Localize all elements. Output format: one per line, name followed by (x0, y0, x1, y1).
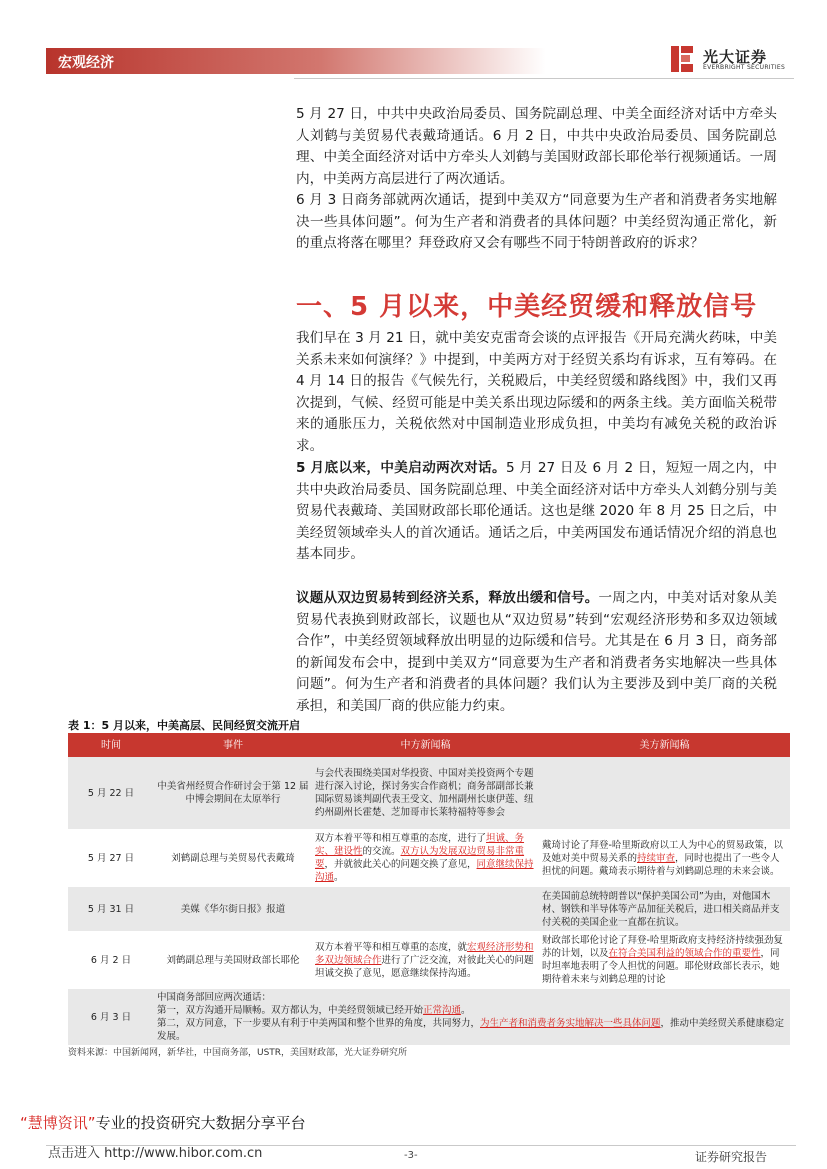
table-row (68, 757, 790, 829)
table-header-row (68, 733, 790, 757)
paragraph-text: 5 月 27 日及 6 月 2 日，短短一周之内，中共中央政治局委员、国务院副总理、中美全面经济对话中方牵头人刘鹤分别与美贸易代表戴琦、美国财政部长耶伦通话。这也是继 2020 年 8 月 25 日之后，中美经贸领域牵头人的首次通话。通话之后，中美两国发布通话情况介绍的消息也基本同步。 (296, 460, 777, 562)
paragraph-intro-1: 5 月 27 日，中共中央政治局委员、国务院副总理、中美全面经济对话中方牵头人刘鹤与美贸易代表戴琦通话。6 月 2 日，中共中央政治局委员、国务院副总理、中美全面经济对话中方牵头人刘鹤与美国财政部长耶伦举行视频通话。一周内，中美两方高层进行了两次通话。 (296, 106, 777, 187)
table-caption: 表 1：5 月以来，中美高层、民间经贸交流开启 (68, 719, 300, 732)
text-line: 中国商务部回应两次通话： (157, 992, 272, 1003)
cell-cn-release: 与会代表围绕美国对华投资、中国对美投资两个专题进行深入讨论，探讨务实合作商机；商务部副部长兼国际贸易谈判副代表王受文、加州副州长康伊莲、纽约州副州长霍楚、芝加哥市长莱特福特等参会 (312, 757, 539, 829)
column-header-cn-release: 中方新闻稿 (312, 733, 539, 757)
cell-event: 中美省州经贸合作研讨会于第 12 届中博会期间在太原举行 (154, 757, 312, 829)
footer-report-type: 证券研究报告 (695, 1150, 768, 1164)
highlight-text: 双方认为发展双边贸易非常重要 (315, 846, 525, 870)
cell-date: 6 月 3 日 (68, 989, 154, 1045)
column-header-date: 时间 (68, 733, 154, 757)
column-header-event: 事件 (154, 733, 312, 757)
cell-event: 美媒《华尔街日报》报道 (154, 887, 312, 931)
page-header (0, 0, 827, 78)
cell-us-release (539, 757, 790, 829)
cell-date: 5 月 27 日 (87, 852, 135, 864)
highlight-text: 为生产者和消费者务实地解决一些具体问题 (480, 1018, 661, 1029)
footer-link[interactable]: 点击进入 http://www.hibor.com.cn (48, 1146, 263, 1161)
text: 戴琦讨论了拜登-哈里斯政府以工人为中心的贸易政策，以及她对美中贸易关系的 (542, 839, 783, 864)
paragraph-two-talks (296, 458, 777, 566)
table-row (68, 931, 790, 989)
cell-cn-release (312, 829, 539, 887)
header-divider (294, 78, 794, 79)
text: 的交流。 (362, 846, 401, 857)
highlight-text: 在符合美国利益的领域合作的重要性 (608, 948, 761, 959)
cell-us-release: 在美国前总统特朗普以“保护美国公司”为由，对他国木材、钢铁和半导体等产品加征关税后，进口相关商品并支付关税的美国企业一直都在抗议。 (539, 887, 790, 931)
promo-text: 专业的投资研究大数据分享平台 (95, 1114, 306, 1132)
cell-cn-release (312, 887, 539, 931)
cell-event: 刘鹤副总理与美国财政部长耶伦 (166, 954, 300, 966)
text: 进行了广泛交流，对彼此关心的问题坦诚交换了意见，愿意继续保持沟通。 (315, 954, 534, 979)
promo-quote: “ (20, 1114, 28, 1132)
section-title: 宏观经济 (58, 55, 114, 71)
cell-us-release (539, 931, 790, 989)
promo-quote: ” (87, 1114, 96, 1132)
highlight-text: 宏观经济形势和多双边领域合作 (315, 941, 534, 966)
cell-merged-release (154, 989, 790, 1045)
text: 双方本着平等和相互尊重的态度，就 (315, 941, 468, 953)
page-number: -3- (404, 1150, 418, 1161)
text-line (157, 1017, 787, 1043)
text: ，同时坦率地表明了令人担忧的问题。耶伦财政部长表示，她期待着未来与刘鹤总理的讨论 (542, 948, 780, 985)
highlight-text: 坦诚、务实、建设性 (315, 833, 525, 857)
exchange-table (68, 733, 790, 1045)
paragraph-intro-2: 6 月 3 日商务部就两次通话，提到中美双方“同意要为生产者和消费者务实地解决一些具体问题”。何为生产者和消费者的具体问题？中美经贸沟通正常化，新的重点将落在哪里？拜登政府又会有哪些不同于特朗普政府的诉求？ (296, 192, 777, 251)
text-line (157, 1004, 787, 1017)
footer-divider (46, 1145, 796, 1146)
brand-logo (669, 44, 799, 74)
highlight-text: 同意继续保持沟通 (315, 859, 534, 883)
cell-us-release (539, 829, 790, 887)
brand-name-en: EVERBRIGHT SECURITIES (703, 64, 786, 71)
text: 。 (461, 1005, 471, 1016)
column-header-us-release: 美方新闻稿 (539, 733, 790, 757)
promo-brand: 慧博资讯 (27, 1114, 88, 1132)
text: ，并就彼此关心的问题交换了意见， (324, 859, 477, 870)
table-row (68, 887, 790, 931)
footer-promo (20, 1112, 306, 1133)
paragraph-easing-signal (296, 588, 777, 717)
table-row (68, 829, 790, 887)
paragraph-background: 我们早在 3 月 21 日，就中美安克雷奇会谈的点评报告《开局充满火药味，中美关系未来如何演绎？》中提到，中美两方对于经贸关系均有诉求，互有筹码。在 4 月 14 日的报告《气候先行，关税殿后，中美经贸缓和路线图》中，我们又再次提到，气候、经贸可能是中美关系出现边际缓和的两条主线。美方面临关税带来的通胀压力，关税依然对中国制造业形成负担，中美均有减免关税的政治诉求。 (296, 330, 777, 454)
text: 第二，双方同意，下一步要从有利于中美两国和整个世界的角度，共同努力， (157, 1018, 481, 1029)
paragraph-lead: 5 月底以来，中美启动两次对话。 (296, 460, 506, 476)
cell-date: 5 月 22 日 (68, 757, 154, 829)
section-banner (46, 48, 546, 74)
text: 。 (334, 872, 344, 883)
section-heading: 一、5 月以来，中美经贸缓和释放信号 (296, 292, 758, 322)
cell-date: 6 月 2 日 (90, 954, 132, 966)
text: 财政部长耶伦讨论了拜登-哈里斯政府支持经济持续强劲复苏的计划，以及 (542, 935, 783, 959)
paragraph-text: 一周之内，中美对话对象从美贸易代表换到财政部长，议题也从“双边贸易”转到“宏观经济形势和多双边领域合作”，中美经贸领域释放出明显的边际缓和信号。尤其是在 6 月 3 日，商务部的新闻发布会中，提到中美双方“同意要为生产者和消费者务实地解决一些具体问题”。何为生产者和消费者的具体问题？我们认为主要涉及到中美厂商的关税承担，和美国厂商的供应能力约束。 (296, 590, 778, 714)
brand-name-cn: 光大证券 (703, 48, 768, 66)
text: 双方本着平等和相互尊重的态度，进行了 (315, 833, 487, 844)
cell-event: 刘鹤副总理与美贸易代表戴琦 (171, 852, 295, 864)
text: ，推动中美经贸关系健康稳定发展。 (157, 1018, 785, 1042)
cell-date: 5 月 31 日 (68, 887, 154, 931)
brand-mark-icon (669, 44, 695, 74)
highlight-text: 正常沟通 (423, 1005, 462, 1016)
highlight-text: 持续审查 (637, 852, 676, 864)
paragraph-lead: 议题从双边贸易转到经济关系，释放出缓和信号。 (296, 590, 599, 606)
text: ，同时也提出了一些令人担忧的问题。戴琦表示期待着与刘鹤副总理的未来会谈。 (542, 852, 780, 877)
table-row (68, 989, 790, 1045)
table-source: 资料来源：中国新闻网，新华社，中国商务部，USTR，美国财政部，光大证券研究所 (68, 1048, 408, 1058)
cell-cn-release (312, 931, 539, 989)
text: 第一，双方沟通开局顺畅。双方都认为，中美经贸领域已经开始 (157, 1005, 424, 1016)
